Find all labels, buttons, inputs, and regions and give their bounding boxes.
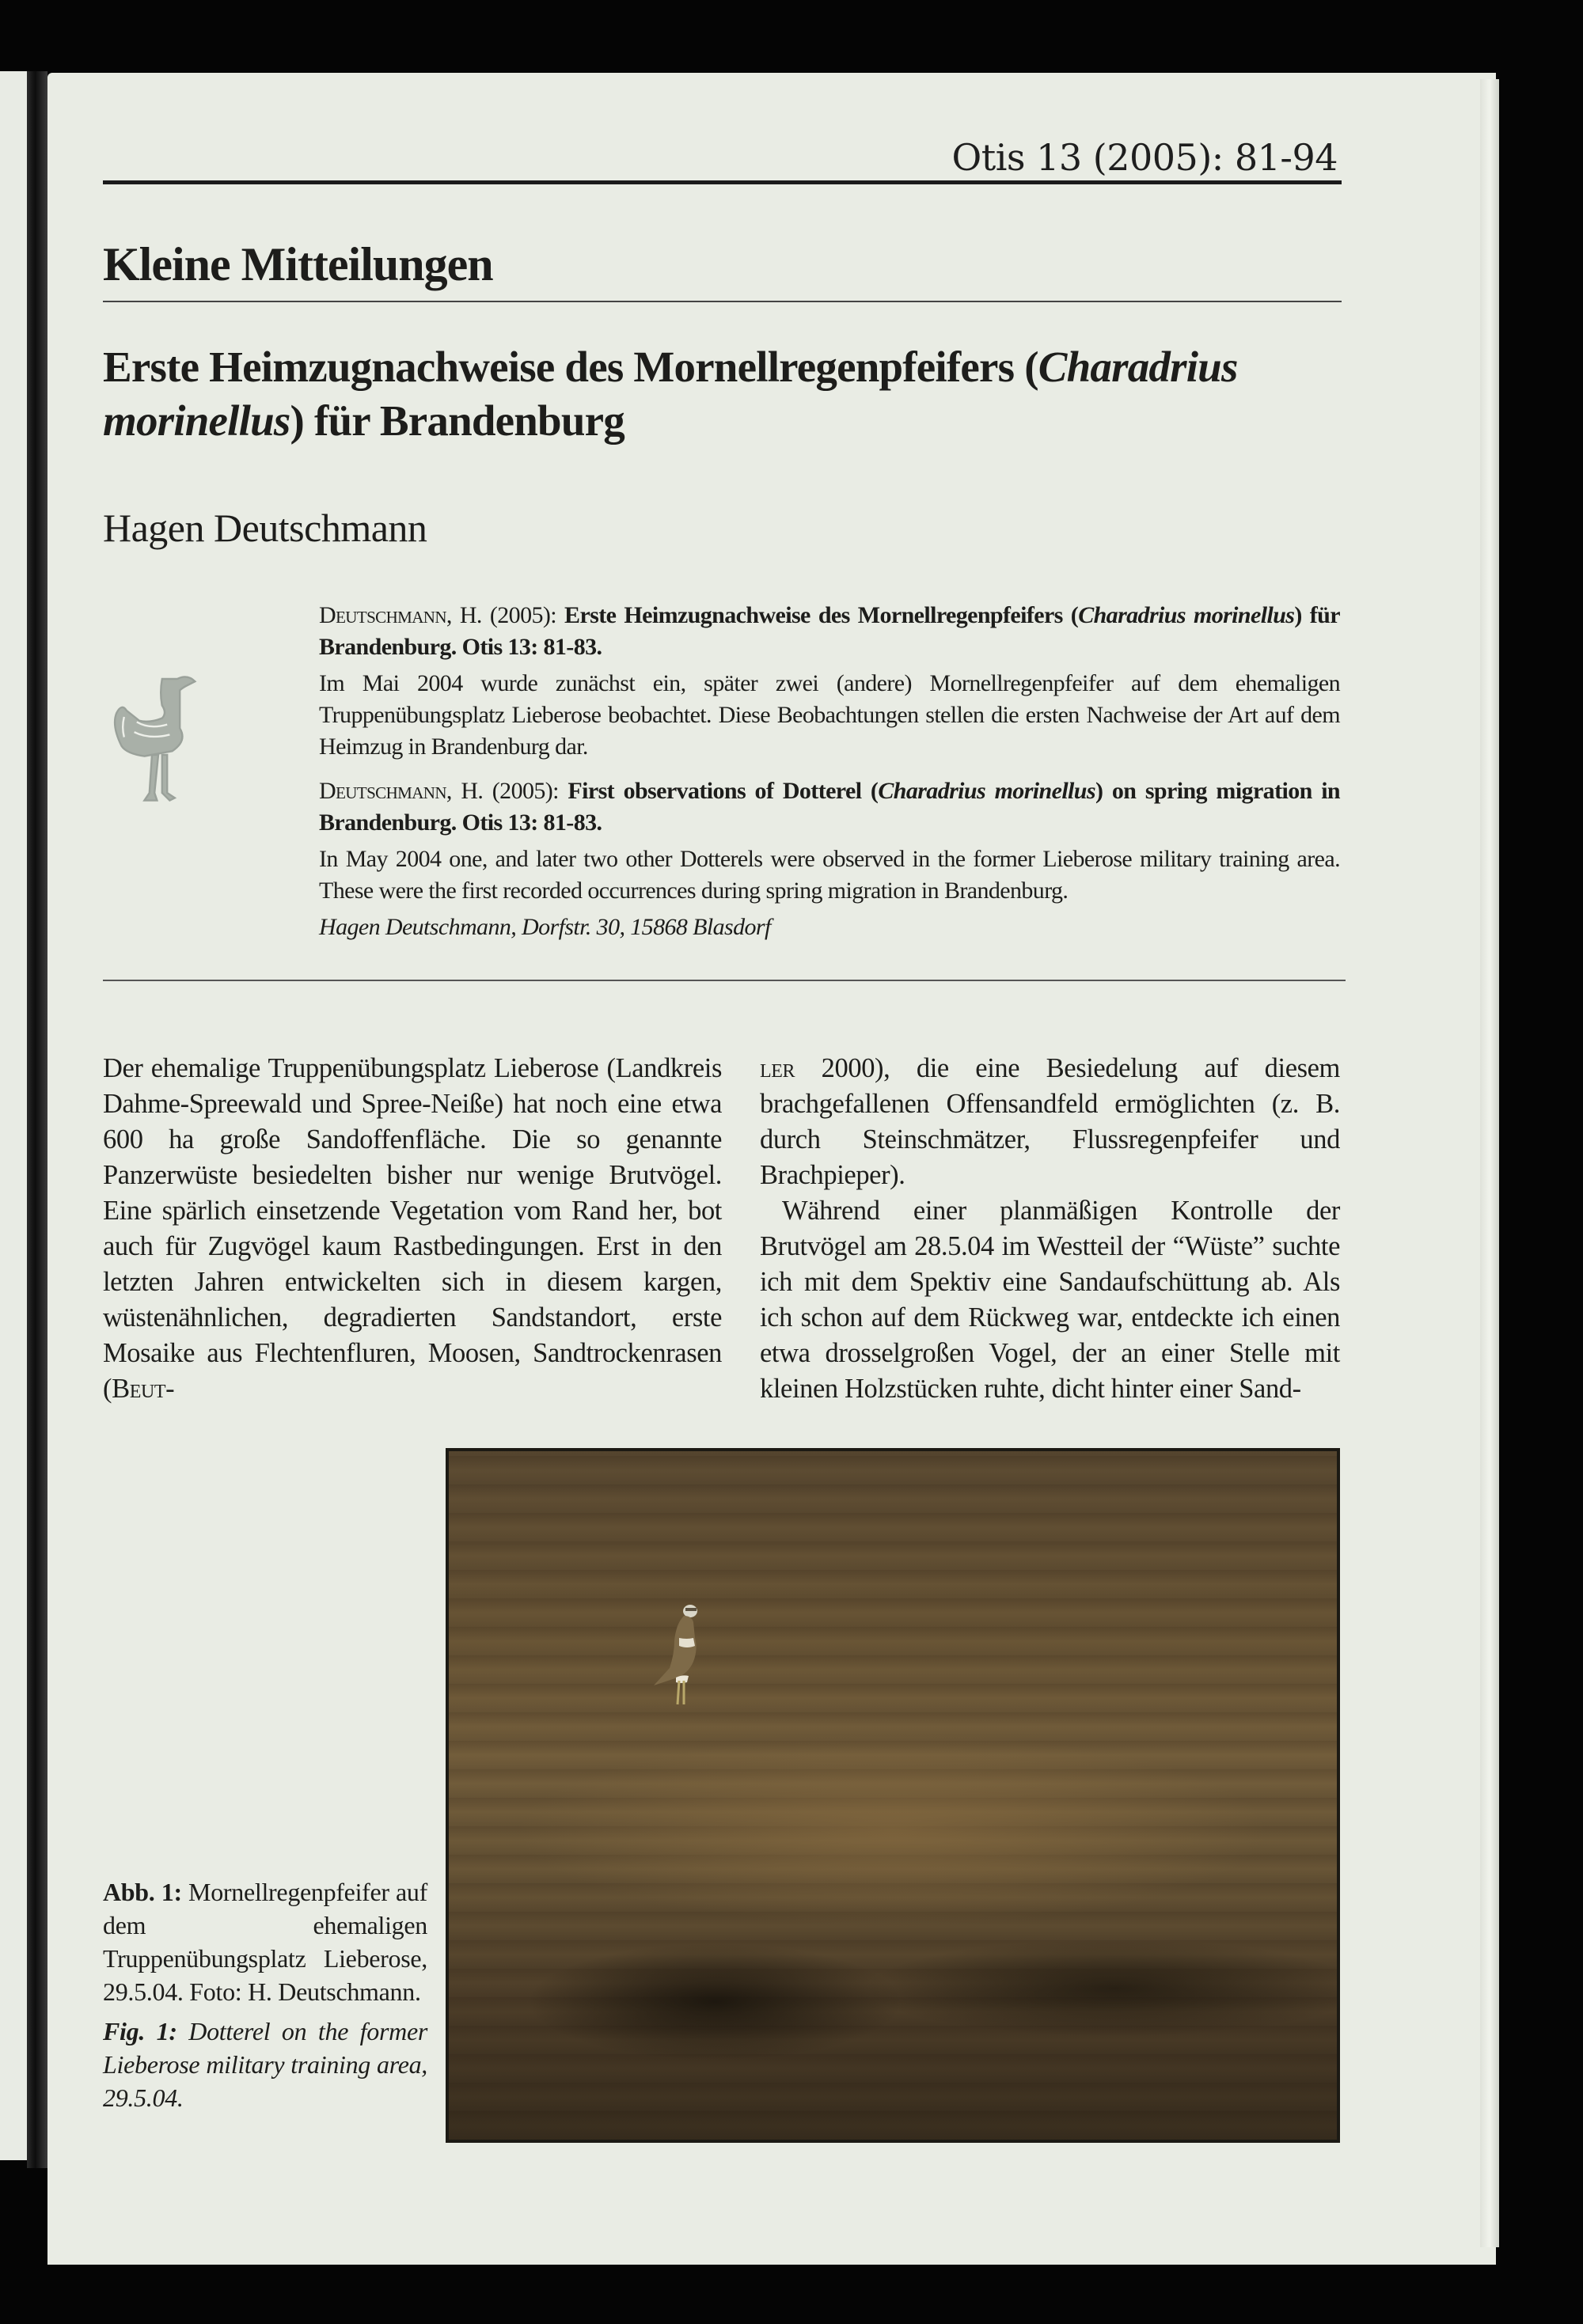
page-stack-edge xyxy=(1480,79,1499,2247)
adjacent-page-edge xyxy=(0,71,27,2160)
abstract-english xyxy=(319,775,1340,839)
article-title xyxy=(103,340,1346,448)
caption-english xyxy=(103,2015,427,2114)
citation-year-en: , H. (2005): xyxy=(446,778,568,804)
citation-year: , H. (2005): xyxy=(446,602,565,628)
body-paragraph xyxy=(103,1051,722,1407)
citation-title-text: Erste Heimzugnachweise des Mornellregenpfeifers ( xyxy=(564,602,1079,628)
abstract-english-text: In May 2004 one, and later two other Dotterels were observed in the former Lieberose military training area. These were the first recorded occurrences during spring migration in Brandenburg. xyxy=(319,846,1340,904)
citation-author-inline: ler xyxy=(760,1053,795,1083)
citation-species: Charadrius morinellus xyxy=(1078,602,1295,628)
great-bustard-logo-icon xyxy=(101,663,228,821)
abstract xyxy=(319,600,1340,948)
body-column-right xyxy=(760,1051,1340,1407)
citation-title-text-en: First observations of Dotterel ( xyxy=(568,778,879,804)
author-address: Hagen Deutschmann, Dorfstr. 30, 15868 Blasdorf xyxy=(319,914,771,940)
title-text-end: ) für Brandenburg xyxy=(290,396,624,445)
body-paragraph xyxy=(760,1051,1340,1193)
title-text: Erste Heimzugnachweise des Mornellregenpfeifers ( xyxy=(103,343,1038,391)
caption-german xyxy=(103,1875,427,2008)
dotterel-bird-icon xyxy=(644,1602,708,1720)
caption-text: Mornellregenpfeifer auf dem ehemaligen Truppenübungsplatz Lieberose, 29.5.04. Foto: H. Deutschmann. xyxy=(103,1878,427,2006)
dotterel-photo xyxy=(446,1448,1340,2143)
citation-author-en: Deutschmann xyxy=(319,778,446,804)
body-text: 2000), die eine Besiedelung auf diesem brachgefallenen Offensandfeld ermöglichten (z. B. durch Steinschmätzer, Flussregenpfeifer und Brachpieper). xyxy=(760,1053,1340,1190)
caption-text-en: Dotterel on the former Lieberose military training area, 29.5.04. xyxy=(103,2017,427,2112)
citation-author: Deutschmann xyxy=(319,602,446,628)
abstract-german xyxy=(319,600,1340,663)
author-name: Hagen Deutschmann xyxy=(103,506,427,550)
section-title: Kleine Mitteilungen xyxy=(103,238,493,290)
body-paragraph: Während einer planmäßigen Kontrolle der Brutvögel am 28.5.04 im Westteil der “Wüste” suchte ich mit dem Spektiv eine Sandaufschüttung ab. Als ich schon auf dem Rückweg war, entdeckte ich einen etwa drosselgroßen Vogel, der an einer Stelle mit kleinen Holzstücken ruhte, dicht hinter einer Sand- xyxy=(760,1196,1340,1404)
caption-label: Abb. 1: xyxy=(103,1878,182,1906)
abstract-german-text: Im Mai 2004 wurde zunächst ein, später zwei (andere) Mornellregenpfeifer auf dem ehemaligen Truppenübungsplatz Lieberose beobachtet. Diese Beobachtungen stellen die ersten Nachweise der Art auf dem Heimzug in Brandenburg dar. xyxy=(319,670,1340,760)
citation-species-en: Charadrius morinellus xyxy=(878,778,1095,804)
caption-label-en: Fig. 1: xyxy=(103,2017,177,2045)
title-species: Charadrius morinellus xyxy=(103,343,1238,445)
section-rule xyxy=(103,301,1342,302)
body-column-left xyxy=(103,1051,722,1407)
citation-tail: ) für Brandenburg. Otis 13: 81-83. xyxy=(319,602,1340,660)
body-text: Der ehemalige Truppenübungsplatz Lieberose (Landkreis Dahme-Spreewald und Spree-Neiße) hat noch eine etwa 600 ha große Sandoffenfläche. Die so genannte Panzerwüste besiedelten bisher nur wenige Brutvögel. Eine spärlich einsetzende Vegetation vom Rand her, bot auch für Zugvögel kaum Rastbedingungen. Erst in den letzten Jahren entwickelten sich in diesem kargen, wüstenähnlichen, degradierten Sandstandort, erste Mosaike aus Flechtenfluren, Moosen, Sandtrockenrasen ( xyxy=(103,1053,722,1404)
running-head: Otis 13 (2005): 81-94 xyxy=(951,136,1338,179)
header-rule xyxy=(103,180,1342,184)
abstract-rule xyxy=(103,980,1346,981)
citation-author-inline: Beut- xyxy=(112,1374,175,1404)
figure-caption xyxy=(103,1875,427,2114)
book-gutter xyxy=(27,71,47,2168)
citation-tail-en: ) on spring migration in Brandenburg. Otis 13: 81-83. xyxy=(319,778,1341,836)
